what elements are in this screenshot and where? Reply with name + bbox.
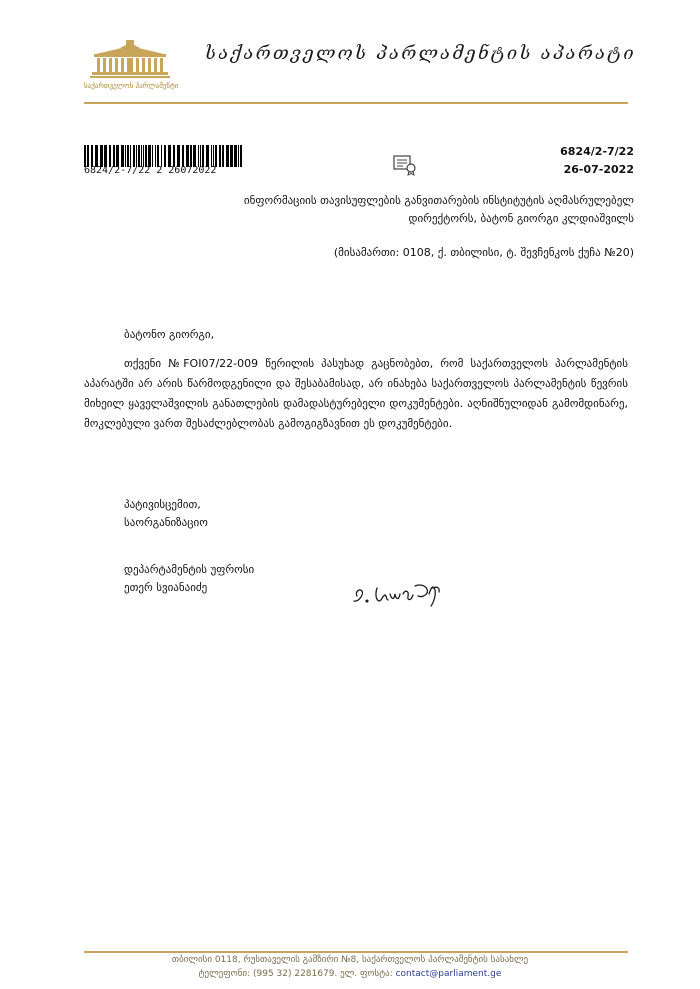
barcode-bar xyxy=(213,145,214,167)
barcode-bar xyxy=(104,145,107,167)
barcode-bar xyxy=(138,145,140,167)
barcode-bar xyxy=(121,145,124,167)
addressee-line-1: ინფორმაციის თავისუფლების განვითარების ინსტიტუტის აღმასრულებელ xyxy=(243,194,634,207)
barcode-bar xyxy=(200,145,201,167)
barcode-bar xyxy=(215,145,217,167)
barcode-bar xyxy=(186,145,189,167)
barcode-bar xyxy=(190,145,192,167)
logo-caption: საქართველოს პარლამენტი xyxy=(84,82,179,90)
organization-title: საქართველოს პარლამენტის აპარატი xyxy=(205,43,636,64)
barcode-bar xyxy=(219,145,221,167)
barcode-bar xyxy=(87,145,89,167)
barcode-bar xyxy=(164,145,166,167)
barcode-bar xyxy=(206,145,209,167)
footer-address: თბილისი 0118, რუსთაველის გამზირი №8, საქართველოს პარლამენტის სასახლე xyxy=(171,955,529,965)
barcode-bar xyxy=(133,145,135,167)
barcode-bar xyxy=(173,145,175,167)
addressee-address: (მისამართი: 0108, ქ. თბილისი, ტ. შევჩენკოს ქუჩა №20) xyxy=(333,246,634,259)
barcode-bar xyxy=(84,145,86,167)
barcode-bar xyxy=(127,145,129,167)
document-date: 26-07-2022 xyxy=(563,163,634,176)
footer-phone: ტელეფონი: (995 32) 2281679. ელ. ფოსტა: xyxy=(198,969,396,979)
barcode-text: 6824/2-7/22 2 26072022 xyxy=(84,165,217,176)
letter-body: თქვენი №FOI07/22-009 წერილის პასუხად გაცნობებთ, რომ საქართველოს პარლამენტის აპარატში არ არის წარმოდგენილი და შესაბამისად, არ ინახება საქართველოს პარლამენტის წევრის მიხეილ ყაველაშვილის განათლების დამადასტურებელი დოკუმენტები. აღნიშნულიდან გამომდინარე, მოკლებული ვართ შესაძლებლობას გამოგიგზავნით ეს დოკუმენტები. xyxy=(84,357,628,430)
footer-divider xyxy=(84,951,628,953)
barcode-bar xyxy=(130,145,131,167)
closing-line-1: პატივისცემით, xyxy=(124,498,201,511)
barcode-bar xyxy=(238,145,239,167)
barcode-bar xyxy=(168,145,171,167)
barcode-bar xyxy=(143,145,144,167)
barcode-bar xyxy=(100,145,103,167)
barcode-bar xyxy=(193,145,196,167)
barcode-bar xyxy=(145,145,147,167)
barcode-bar xyxy=(113,145,115,167)
barcode-bar xyxy=(222,145,224,167)
footer-contact xyxy=(0,969,700,979)
parliament-logo xyxy=(84,38,184,94)
addressee-line-2: დირექტორს, ბატონ გიორგი კლდიაშვილს xyxy=(408,212,634,225)
salutation: ბატონო გიორგი, xyxy=(124,328,215,341)
signer-name: ეთერ სვიანაიძე xyxy=(124,581,208,594)
certificate-icon xyxy=(393,154,417,176)
barcode-bar xyxy=(125,145,126,167)
barcode-bar xyxy=(152,145,153,167)
barcode-bar xyxy=(116,145,119,167)
signer-title: დეპარტამენტის უფროსი xyxy=(124,563,255,576)
barcode-bar xyxy=(148,145,151,167)
barcode-bar xyxy=(230,145,233,167)
barcode-bar xyxy=(91,145,93,167)
barcode-bar xyxy=(198,145,199,167)
barcode-bar xyxy=(109,145,111,167)
barcode-bar xyxy=(95,145,98,167)
document-number: 6824/2-7/22 xyxy=(560,145,634,158)
handwritten-signature xyxy=(345,574,455,614)
barcode-bar xyxy=(177,145,180,167)
barcode-bar xyxy=(234,145,237,167)
barcode-bar xyxy=(155,145,156,167)
barcode-bar xyxy=(141,145,142,167)
parliament-building-icon xyxy=(90,38,170,80)
barcode-bar xyxy=(136,145,137,167)
barcode-bar xyxy=(211,145,212,167)
barcode-bar xyxy=(157,145,159,167)
barcode-bar xyxy=(240,145,242,167)
barcode-bar xyxy=(226,145,229,167)
barcode-bar xyxy=(182,145,184,167)
footer-email-link[interactable]: contact@parliament.ge xyxy=(395,969,502,979)
barcode xyxy=(84,145,244,167)
barcode-bar xyxy=(202,145,204,167)
header-divider xyxy=(84,102,628,104)
closing-line-2: საორგანიზაციო xyxy=(124,516,208,529)
barcode-bar xyxy=(161,145,162,167)
